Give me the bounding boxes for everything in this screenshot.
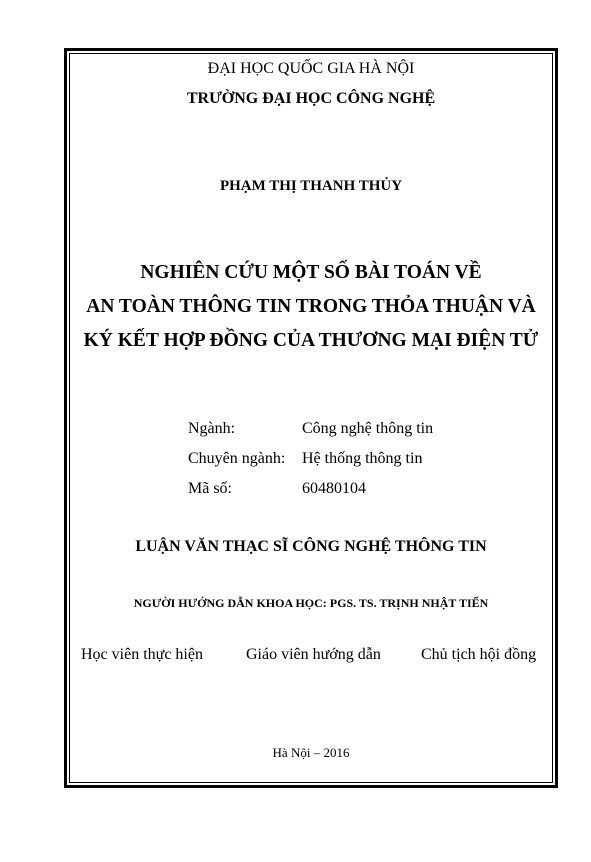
- university-name: ĐẠI HỌC QUỐC GIA HÀ NỘI: [207, 60, 415, 77]
- signature-chair: Chủ tịch hội đồng: [421, 646, 537, 663]
- thesis-title-line-1: NGHIÊN CỨU MỘT SỐ BÀI TOÁN VỀ: [140, 262, 482, 283]
- info-label: Chuyên ngành:: [188, 450, 286, 467]
- page-border-inner: [69, 53, 553, 783]
- thesis-title-line-3: KÝ KẾT HỢP ĐỒNG CỦA THƯƠNG MẠI ĐIỆN TỬ: [83, 330, 539, 351]
- signature-supervisor: Giáo viên hướng dẫn: [246, 646, 381, 663]
- info-value: Công nghệ thông tin: [302, 420, 434, 437]
- degree-title: LUẬN VĂN THẠC SĨ CÔNG NGHỆ THÔNG TIN: [135, 538, 487, 555]
- info-value: 60480104: [302, 480, 366, 497]
- signature-student: Học viên thực hiện: [81, 646, 203, 663]
- advisor-line: NGƯỜI HƯỚNG DẪN KHOA HỌC: PGS. TS. TRỊNH NHẬT TIẾN: [133, 596, 489, 610]
- info-value: Hệ thống thông tin: [302, 450, 423, 467]
- author-name: PHẠM THỊ THANH THỦY: [219, 178, 403, 194]
- school-name: TRƯỜNG ĐẠI HỌC CÔNG NGHỆ: [186, 90, 436, 107]
- place-date: Hà Nội – 2016: [272, 745, 350, 760]
- thesis-title-line-2: AN TOÀN THÔNG TIN TRONG THỎA THUẬN VÀ: [86, 296, 536, 317]
- info-label: Mã số:: [188, 480, 232, 497]
- info-label: Ngành:: [188, 420, 236, 437]
